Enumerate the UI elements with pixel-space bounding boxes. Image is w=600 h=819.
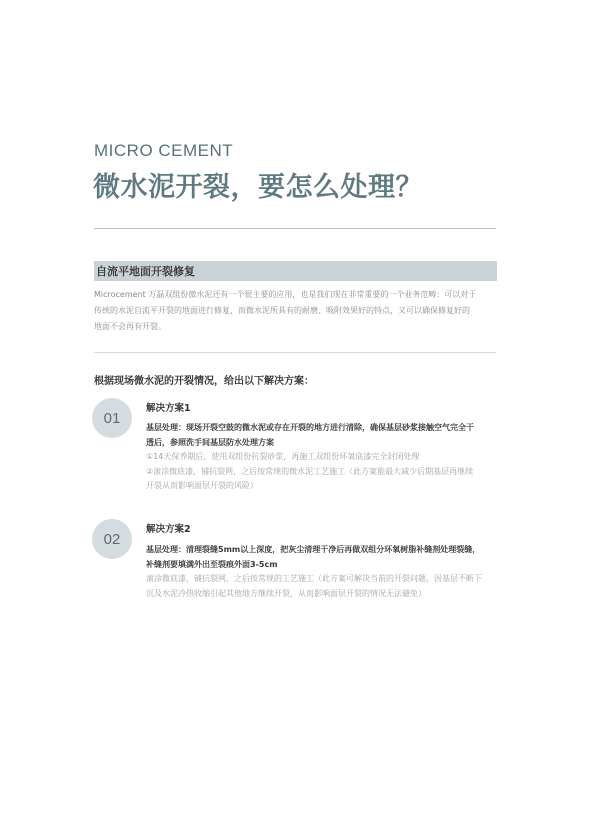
intro-paragraph (94, 287, 496, 335)
divider (94, 228, 496, 229)
lead-sentence: 根据现场微水泥的开裂情况，给出以下解决方案： (94, 376, 314, 387)
solution-bold-line: 基层处理：清理裂缝5mm以上深度，把灰尘清理干净后再做双组分环氧树脂补缝剂处理裂缝， (146, 545, 481, 554)
solution-bold-line: 补缝剂要填满外出至裂痕外面3-5cm (146, 559, 278, 569)
solution-bold-line: 透后，参照洗手间基层防水处理方案 (146, 437, 274, 447)
solution-note-line: ①14天保养期后，使用双组份抗裂砂浆，再施工双组份环氧底漆完全封闭处理 (146, 452, 420, 461)
solution-title: 解决方案2 (146, 524, 191, 535)
section-title: 自流平地面开裂修复 (96, 265, 195, 278)
solution-note-line: 沉及水泥冷热收缩引起其他地方继续开裂，从而影响面层开裂的情况无法避免） (146, 588, 426, 598)
step-number-badge: 01 (92, 398, 132, 438)
solution-note-line: 开裂从而影响面层开裂的风险） (146, 481, 258, 490)
solution-note-line: ②滚涂微底漆，铺抗裂网，之后按常规的微水泥工艺施工（此方案能最大减少后期基层再继续 (146, 466, 474, 476)
eyebrow-text: MICRO CEMENT (94, 141, 234, 160)
solution-body (146, 421, 508, 494)
divider (94, 352, 496, 353)
solution-body (146, 543, 508, 601)
intro-line: 地面不会再有开裂。 (94, 322, 166, 331)
solution-bold-line: 基层处理：现场开裂空鼓的微水泥或存在开裂的地方进行清除，确保基层砂浆接触空气完全干 (146, 423, 474, 432)
intro-line: Microcement 万磊双组份微水泥还有一个很主要的应用，也是我们现在非常重要的一个业务范畴：可以对于 (94, 290, 477, 299)
page-title: 微水泥开裂，要怎么处理？ (93, 172, 423, 203)
solution-note-line: 滚涂微底漆，铺抗裂网，之后按常规的工艺施工（此方案可解决当前的开裂问题，因基层不断下 (146, 574, 482, 583)
solution-title: 解决方案1 (146, 403, 191, 414)
step-number-badge: 02 (92, 519, 132, 559)
intro-line: 传统的水泥自流平开裂的地面进行修复，而微水泥所具有的耐磨、吸附效果好的特点，又可以确保修复好的 (94, 306, 470, 315)
